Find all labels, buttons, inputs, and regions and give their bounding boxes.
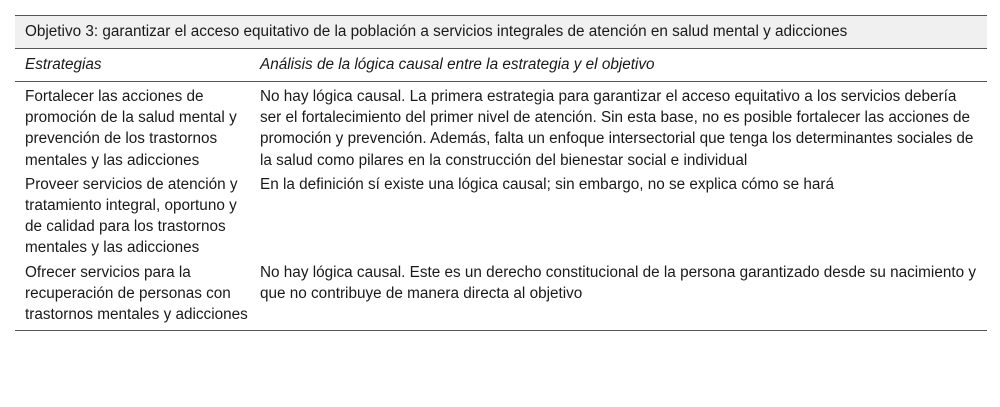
analysis-cell: No hay lógica causal. La primera estrategia para garantizar el acceso equitativo a los servicios debería ser el fortalecimiento del primer nivel de atención. Sin esta base, no es posible fortalecer las acciones de promoción y prevención. Además, falta un enfoque intersectorial que tenga los determinantes sociales de la salud como pilares en la construcción del bienestar social e individual	[260, 88, 974, 169]
header-strategies: Estrategias	[25, 56, 102, 73]
analysis-cell: No hay lógica causal. Este es un derecho constitucional de la persona garantizado desde su nacimiento y que no contribuye de manera directa al objetivo	[260, 263, 976, 302]
strategy-cell: Fortalecer las acciones de promoción de la salud mental y prevención de los trastornos mentales y las adicciones	[25, 88, 237, 169]
strategy-cell: Ofrecer servicios para la recuperación de personas con trastornos mentales y adicciones	[25, 263, 248, 324]
table-body	[15, 82, 987, 331]
table-caption: Objetivo 3: garantizar el acceso equitativo de la población a servicios integrales de atención en salud mental y adicciones	[15, 15, 987, 49]
table-header-row	[15, 49, 987, 82]
table-row	[15, 86, 987, 171]
table-row	[15, 174, 987, 259]
strategy-table	[15, 15, 987, 331]
strategy-cell: Proveer servicios de atención y tratamiento integral, oportuno y de calidad para los trastornos mentales y las adicciones	[25, 175, 238, 257]
analysis-cell: En la definición sí existe una lógica causal; sin embargo, no se explica cómo se hará	[260, 175, 834, 193]
header-analysis: Análisis de la lógica causal entre la estrategia y el objetivo	[260, 56, 655, 73]
table-row	[15, 262, 987, 326]
